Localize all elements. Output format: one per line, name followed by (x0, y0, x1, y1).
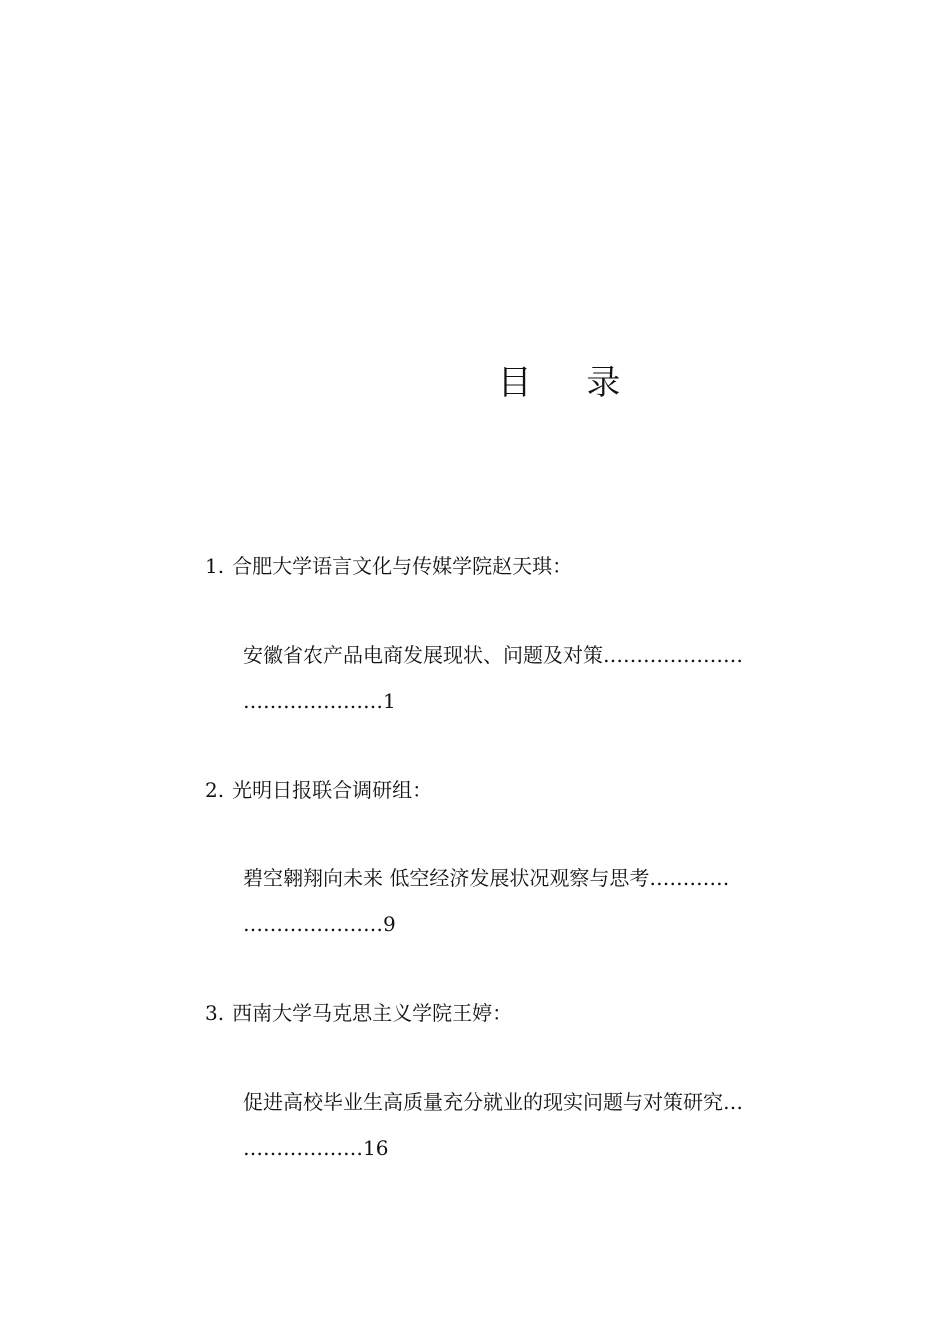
toc-entry-page-line: …………………9 (243, 912, 396, 936)
toc-entry-page-line: …………………1 (243, 689, 396, 713)
toc-entry-org-text: 合肥大学语言文化与传媒学院赵天琪： (232, 554, 573, 578)
toc-entry-org (205, 775, 432, 805)
toc-entry-number: 3. (205, 1001, 225, 1025)
toc-entry-title-line: 安徽省农产品电商发展现状、问题及对策………………… (243, 643, 743, 667)
toc-entry-title-line: 碧空翱翔向未来 低空经济发展状况观察与思考………… (243, 866, 730, 890)
toc-entry-page-line: ………………16 (243, 1136, 389, 1160)
toc-entry-org-text: 西南大学马克思主义学院王婷： (232, 1001, 513, 1025)
page-title: 目 录 (497, 363, 643, 403)
toc-entry-org-text: 光明日报联合调研组： (232, 778, 433, 802)
toc-entry-org (205, 551, 572, 581)
toc-entry-number: 2. (205, 778, 225, 802)
toc-entry-org (205, 998, 512, 1028)
toc-entry-number: 1. (205, 554, 225, 578)
toc-entry-title-line: 促进高校毕业生高质量充分就业的现实问题与对策研究… (243, 1090, 743, 1114)
